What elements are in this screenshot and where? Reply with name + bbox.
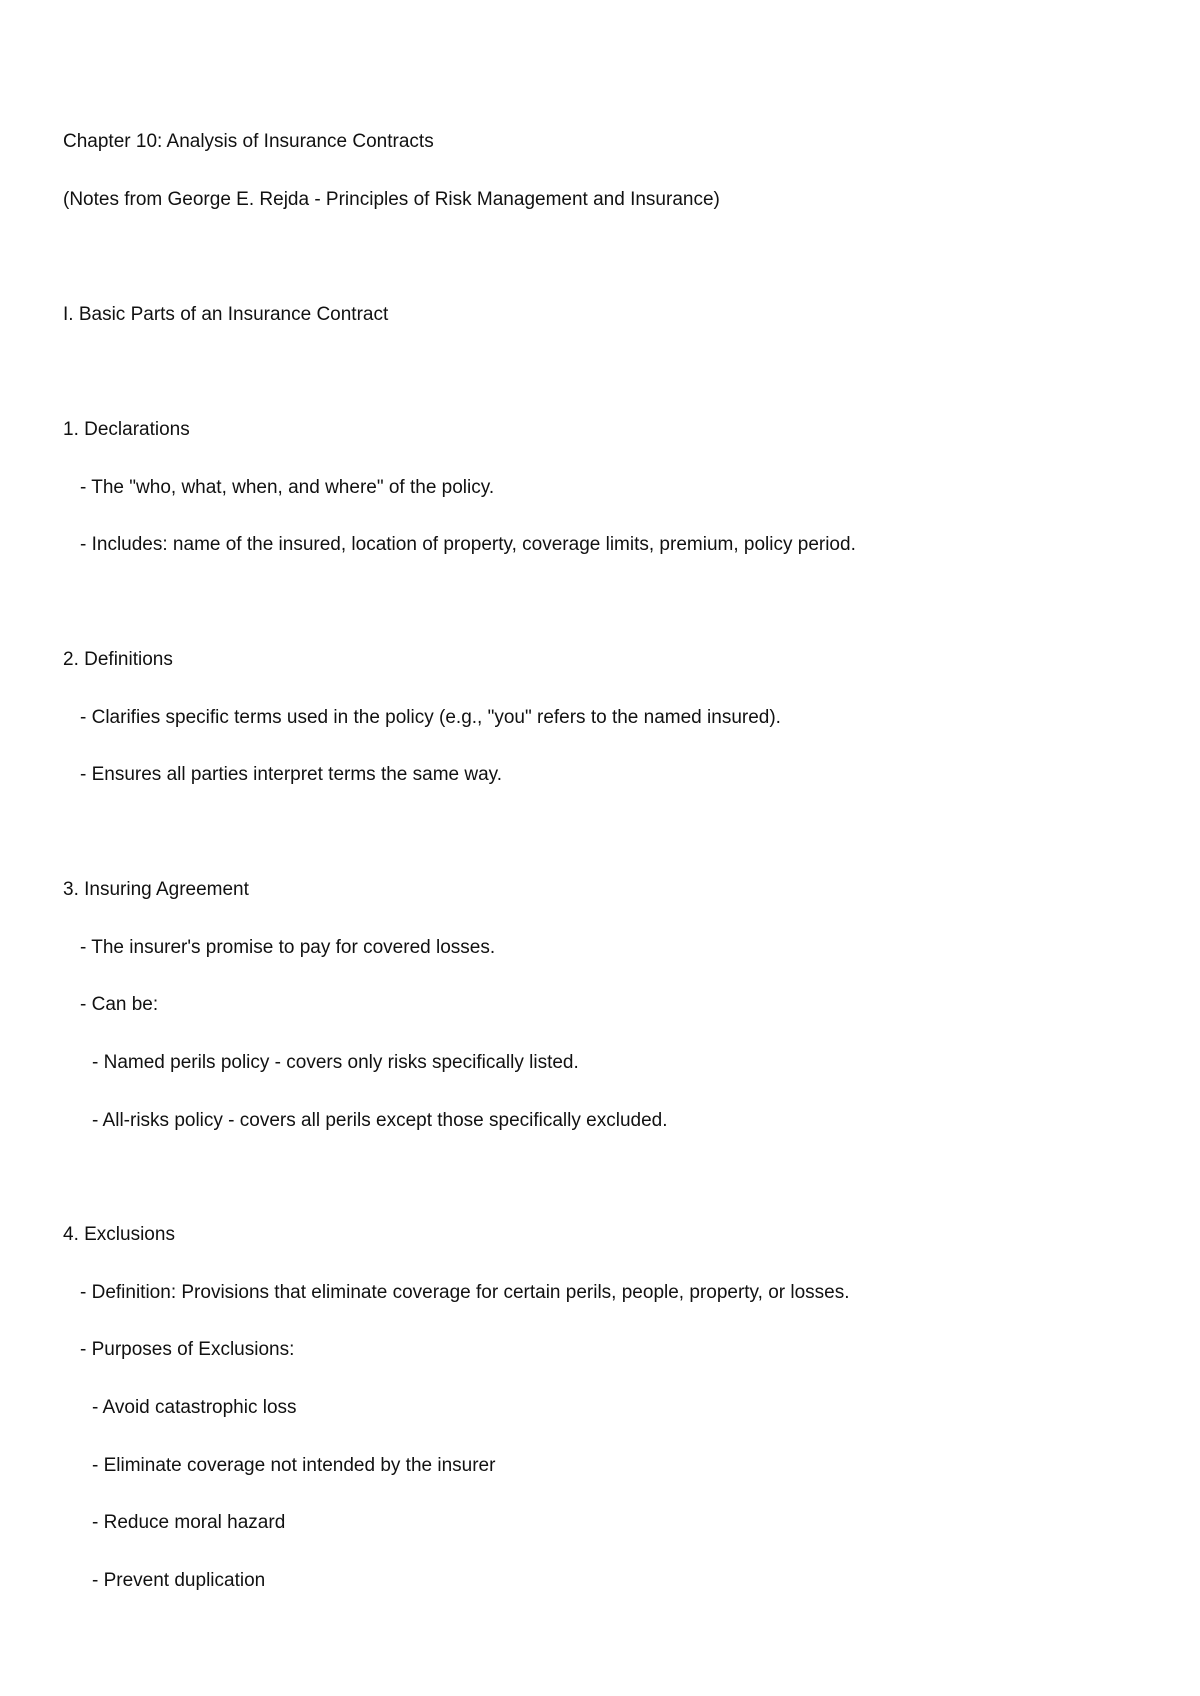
list-item: - Purposes of Exclusions: — [80, 1339, 295, 1360]
list-item: - All-risks policy - covers all perils except those specifically excluded. — [92, 1110, 668, 1131]
list-item: - The insurer's promise to pay for covered losses. — [80, 937, 496, 958]
list-item: - The "who, what, when, and where" of the policy. — [80, 477, 495, 498]
source-note: (Notes from George E. Rejda - Principles of Risk Management and Insurance) — [63, 189, 720, 210]
list-item: - Avoid catastrophic loss — [92, 1397, 297, 1418]
subsection-heading-declarations: 1. Declarations — [63, 419, 190, 440]
section-heading: I. Basic Parts of an Insurance Contract — [63, 304, 389, 325]
list-item: - Clarifies specific terms used in the policy (e.g., "you" refers to the named insured). — [80, 707, 781, 728]
subsection-heading-insuring-agreement: 3. Insuring Agreement — [63, 879, 249, 900]
document-title: Chapter 10: Analysis of Insurance Contracts — [63, 131, 434, 152]
list-item: - Named perils policy - covers only risks specifically listed. — [92, 1052, 579, 1073]
list-item: - Can be: — [80, 994, 159, 1015]
list-item: - Prevent duplication — [92, 1570, 266, 1591]
list-item: - Reduce moral hazard — [92, 1512, 286, 1533]
list-item: - Includes: name of the insured, location of property, coverage limits, premium, policy period. — [80, 534, 856, 555]
list-item: - Eliminate coverage not intended by the insurer — [92, 1455, 496, 1476]
subsection-heading-exclusions: 4. Exclusions — [63, 1224, 175, 1245]
list-item: - Ensures all parties interpret terms the same way. — [80, 764, 503, 785]
subsection-heading-definitions: 2. Definitions — [63, 649, 173, 670]
list-item: - Definition: Provisions that eliminate coverage for certain perils, people, property, or losses. — [80, 1282, 850, 1303]
